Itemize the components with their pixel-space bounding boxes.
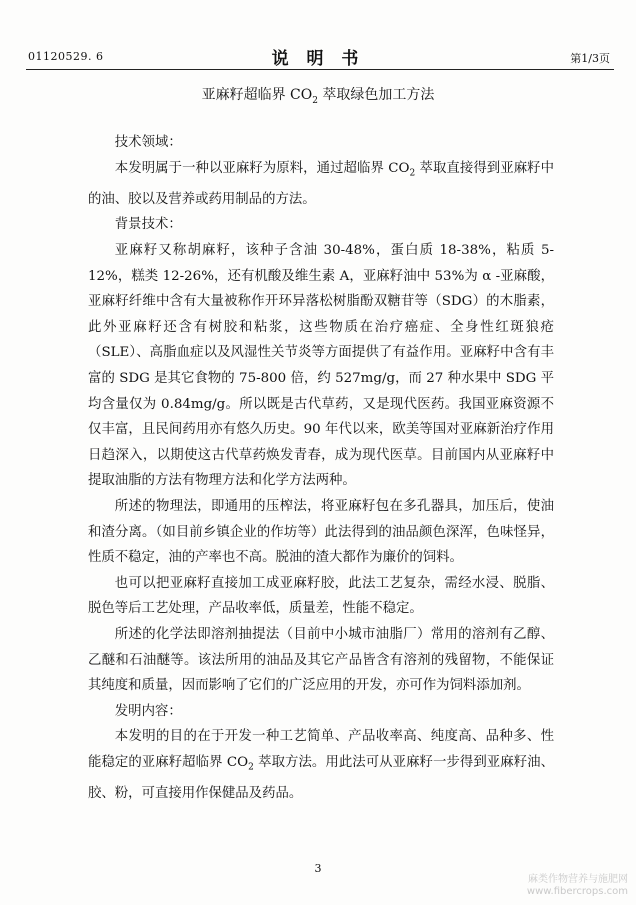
document-number: 01120529. 6: [28, 50, 104, 63]
watermark: 麻类作物营养与施肥网 www.fibercrops.com: [526, 874, 628, 897]
heading-technical-field: 技术领域：: [114, 135, 182, 150]
header-rule: [26, 69, 614, 70]
paragraph-physical-method: 所述的物理法，即通用的压榨法，将亚麻籽包在多孔器具，加压后，使油和渣分离。（如目前乡镇企业的作坊等）此法得到的油品颜色深浑，色味怪异，性质不稳定，油的产率也不高。脱油的渣大都作为廉价的饲料。: [88, 498, 554, 566]
paragraph-chemical-method: 所述的化学法即溶剂抽提法（目前中小城市油脂厂）常用的溶剂有乙醇、乙醚和石油醚等。该法所用的油品及其它产品皆含有溶剂的残留物，不能保证其纯度和质量，因而影响了它们的广泛应用的开发，亦可作为饲料添加剂。: [88, 626, 554, 694]
document-body: [88, 130, 554, 807]
page-indicator: 第1/3页: [570, 52, 610, 65]
paragraph-field: 本发明属于一种以亚麻籽为原料，通过超临界 $CO_2$ 萃取直接得到亚麻籽中的油、胶以及营养或药用制品的方法。: [88, 160, 554, 207]
header-title: 说 明 书: [271, 49, 365, 69]
heading-background: 背景技术：: [114, 217, 182, 233]
heading-invention-content: 发明内容：: [114, 703, 182, 719]
paragraph-gum-method: 也可以把亚麻籽直接加工成亚麻籽胶，此法工艺复杂，需经水浸、脱脂、脱色等后工艺处理，产品收率低，质量差，性能不稳定。: [88, 575, 554, 617]
paragraph-invention: 本发明的目的在于开发一种工艺简单、产品收率高、纯度高、品种多、性能稳定的亚麻籽超临界 $CO_2$ 萃取方法。用此法可从亚麻籽一步得到亚麻籽油、胶、粉，可直接用作保健品及药品。: [88, 729, 554, 802]
paragraph-background: 亚麻籽又称胡麻籽，该种子含油 30-48%，蛋白质 18-38%，粘质 5-12%，糕类 12-26%，还有机酸及维生素 A，亚麻籽油中 53%为 α -亚麻酸，亚麻籽纤维中含有大量被称作开环异落松树脂酚双糖苷等（SDG）的木脂素，此外亚麻籽还含有树胶和粘浆，这些物质在治疗癌症、全身性红斑狼疮（SLE）、高脂血症以及风湿性关节炎等方面提供了有益作用。亚麻籽中含有丰富的 SDG 是其它食物的 75-800 倍，约 527mg/g，而 27 种水果中 SDG 平均含量仅为 0.84mg/g。所以既是古代草药，又是现代医药。我国亚麻资源不仅丰富，且民间药用亦有悠久历史。90 年代以来，欧美等国对亚麻新治疗作用日趋深入，以期使这古代草药焕发青春，成为现代医草。目前国内从亚麻籽中提取油脂的方法有物理方法和化学方法两种。: [88, 243, 554, 489]
document-title: 亚麻籽超临界 $CO_2$ 萃取绿色加工方法: [201, 87, 435, 106]
page-number: 3: [314, 862, 322, 875]
